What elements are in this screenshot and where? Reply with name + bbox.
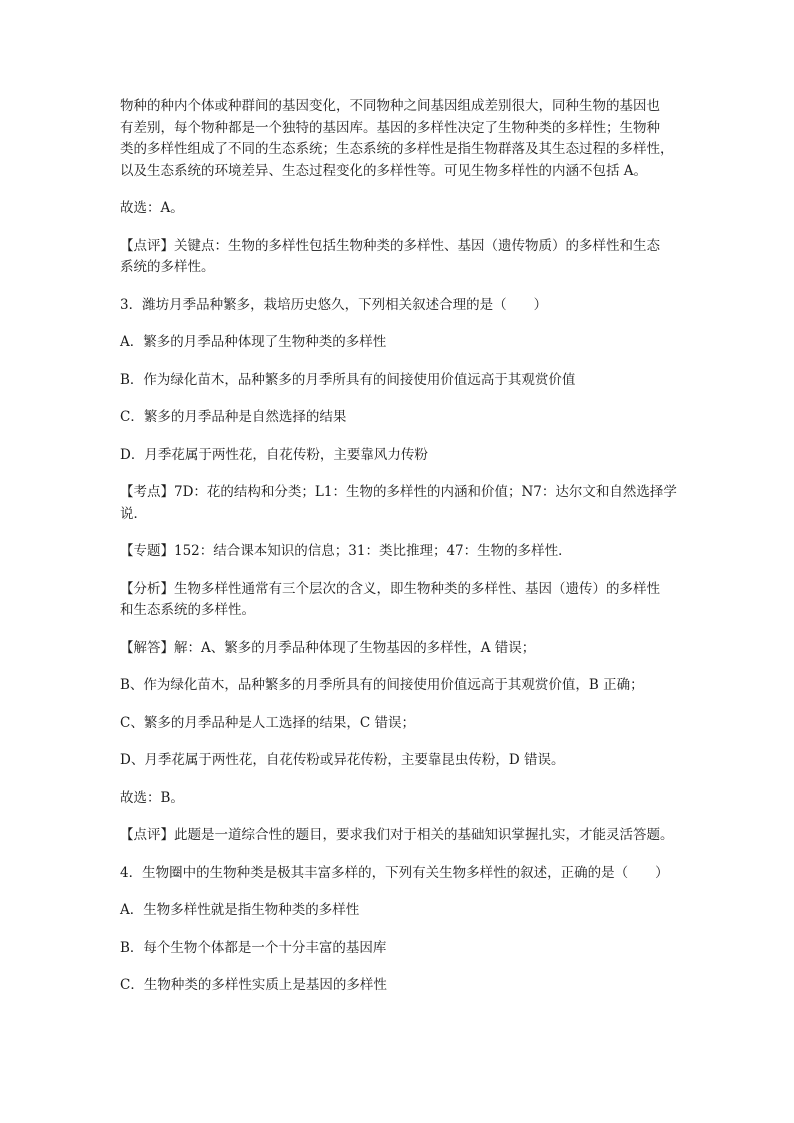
q2-answer <box>120 198 680 220</box>
text-line: 【点评】关键点：生物的多样性包括生物种类的多样性、基因（遗传物质）的多样性和生态 <box>120 237 660 254</box>
document-page <box>120 96 680 997</box>
text-line: 【专题】152：结合课本知识的信息；31：类比推理；47：生物的多样性． <box>120 543 572 559</box>
text-line: 说． <box>120 505 147 522</box>
q4-stem <box>120 863 680 885</box>
q3-option-a <box>120 332 680 354</box>
text-line: 有差别，每个物种都是一个独特的基因库。基因的多样性决定了生物种类的多样性；生物种 <box>120 119 660 136</box>
analysis-continued <box>120 96 680 182</box>
text-line: A．生物多样性就是指生物种类的多样性 <box>120 902 360 918</box>
text-line: 和生态系统的多样性。 <box>120 602 255 618</box>
q3-jieda-a <box>120 638 680 660</box>
q3-option-b <box>120 370 680 392</box>
text-line: 以及生态系统的环境差异、生态过程变化的多样性等。可见生物多样性的内涵不包括 A。 <box>120 162 648 179</box>
q3-jieda-d <box>120 750 680 772</box>
text-line: 故选：B。 <box>120 789 184 806</box>
text-line: 系统的多样性。 <box>120 259 215 275</box>
q3-jieda-c <box>120 713 680 735</box>
q3-fenxi <box>120 579 680 622</box>
text-line: 4．生物圈中的生物种类是极其丰富多样的，下列有关生物多样性的叙述，正确的是（ ） <box>120 864 669 881</box>
text-line: B、作为绿化苗木，品种繁多的月季所具有的间接使用价值远高于其观赏价值，B 正确； <box>120 677 644 693</box>
q3-option-d <box>120 445 680 467</box>
q2-comment <box>120 236 680 279</box>
q3-zhuanti <box>120 541 680 563</box>
text-line: D、月季花属于两性花，自花传粉或异花传粉，主要靠昆虫传粉，D 错误。 <box>120 752 565 768</box>
q3-answer <box>120 788 680 810</box>
q4-option-c <box>120 975 680 997</box>
text-line: C、繁多的月季品种是人工选择的结果，C 错误； <box>120 714 415 731</box>
text-line: B．作为绿化苗木，品种繁多的月季所具有的间接使用价值远高于其观赏价值 <box>120 371 576 388</box>
q3-kaodian <box>120 482 680 525</box>
text-line: 类的多样性组成了不同的生态系统；生态系统的多样性是指生物群落及其生态过程的多样性， <box>120 141 674 157</box>
text-line: 【考点】7D：花的结构和分类；L1：生物的多样性的内涵和价值；N7：达尔文和自然选择学 <box>120 484 677 500</box>
text-line: A．繁多的月季品种体现了生物种类的多样性 <box>120 334 387 350</box>
text-line: C．繁多的月季品种是自然选择的结果 <box>120 409 347 425</box>
text-line: 3．潍坊月季品种繁多，栽培历史悠久，下列相关叙述合理的是（ ） <box>120 296 548 313</box>
text-line: 【分析】生物多样性通常有三个层次的含义，即生物种类的多样性、基因（遗传）的多样性 <box>120 580 660 597</box>
q4-option-b <box>120 938 680 960</box>
text-line: 【解答】解：A、繁多的月季品种体现了生物基因的多样性，A 错误； <box>120 639 536 656</box>
text-line: D．月季花属于两性花，自花传粉，主要靠风力传粉 <box>120 446 428 463</box>
q3-option-c <box>120 407 680 429</box>
q4-option-a <box>120 900 680 922</box>
text-line: C．生物种类的多样性实质上是基因的多样性 <box>120 977 387 993</box>
q3-comment <box>120 825 680 847</box>
text-line: 物种的种内个体或种群间的基因变化，不同物种之间基因组成差别很大，同种生物的基因也 <box>120 98 660 114</box>
text-line: 【点评】此题是一道综合性的题目，要求我们对于相关的基础知识掌握扎实，才能灵活答题。 <box>120 827 674 843</box>
q3-stem <box>120 295 680 317</box>
q3-jieda-b <box>120 675 680 697</box>
text-line: 故选：A。 <box>120 200 184 216</box>
text-line: B．每个生物个体都是一个十分丰富的基因库 <box>120 939 387 956</box>
